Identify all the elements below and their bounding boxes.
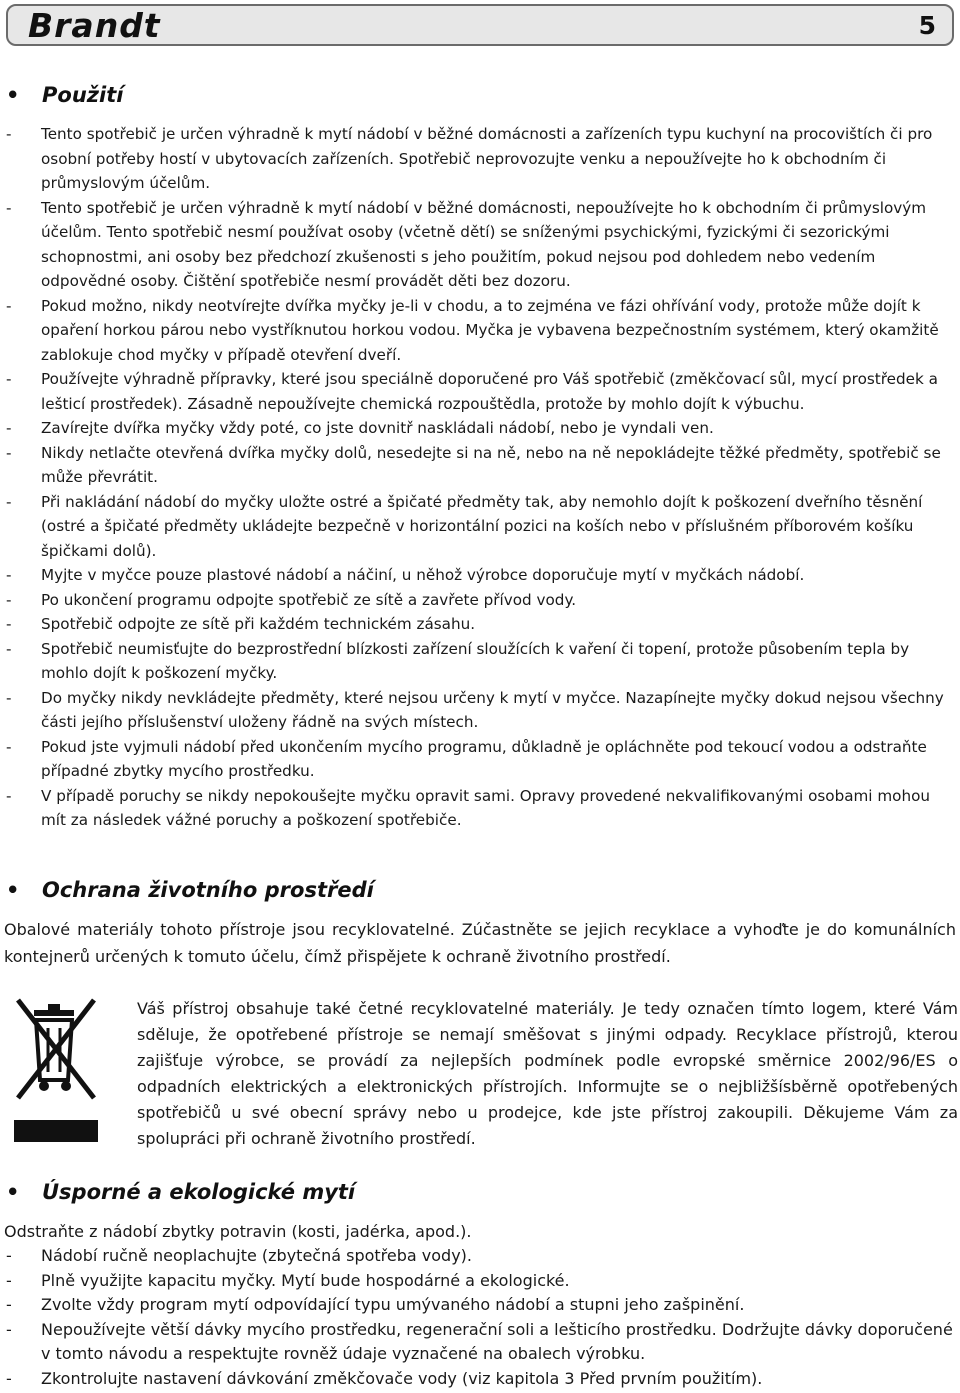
brand-logo: Brandt xyxy=(28,6,161,45)
list-item xyxy=(0,1318,960,1367)
list-item-text: Spotřebič neumisťujte do bezprostřední blízkosti zařízení sloužících k vaření či topení, protože působením tepla by mohlo dojít k poškození myčky. xyxy=(41,639,910,682)
list-item xyxy=(0,612,960,637)
list-item-text: Plně využijte kapacitu myčky. Mytí bude hospodárné a ekologické. xyxy=(41,1270,570,1290)
dash-marker: - xyxy=(6,198,12,217)
page-header xyxy=(6,4,954,46)
dash-marker: - xyxy=(6,125,12,143)
list-item xyxy=(0,784,960,833)
list-item-text: Při nakládání nádobí do myčky uložte ostré a špičaté předměty tak, aby nemohlo dojít k poškození dveřního těsnění (ostré a špičaté předměty ukládejte bezpečně v horizontální pozici na koších nebo v příslušném příborovém košíku špičkami dolů). xyxy=(41,492,923,560)
weee-paragraph: Váš přístroj obsahuje také četné recyklovatelné materiály. Je tedy označen tímto logem, které Vám sděluje, že opotřebené přístroje se nemají směšovat s jinými odpady. Recyklace přístrojů, kterou zajišťuje výrobce, se provádí za nejlepších podmínek podle evropské směrnice 2002/96/ES o odpadních elektrických a elektronických přístrojích. Informujte se o nejbližšísběrně opotřebených spotřebičů u své obecní správy nebo u prodejce, kde jste přístroj zakoupili. Děkujeme Vám za spolupráci při ochraně životního prostředí. xyxy=(137,999,958,1148)
list-item xyxy=(0,1293,960,1318)
dash-marker: - xyxy=(6,566,12,584)
bullet-icon: • xyxy=(6,1180,20,1204)
usage-list xyxy=(0,122,960,833)
list-item-text: V případě poruchy se nikdy nepokoušejte myčku opravit sami. Opravy provedené nekvalifikovanými osobami mohou mít za následek vážné poruchy a poškození spotřebiče. xyxy=(41,786,930,829)
dash-marker: - xyxy=(6,296,12,315)
dash-marker: - xyxy=(6,1368,12,1388)
eco-intro: Odstraňte z nádobí zbytky potravin (kosti, jadérka, apod.). xyxy=(4,1222,472,1241)
list-item xyxy=(0,637,960,686)
list-item xyxy=(0,563,960,588)
section-title-text: Úsporné a ekologické mytí xyxy=(42,1180,356,1204)
list-item xyxy=(0,686,960,735)
list-item xyxy=(0,441,960,490)
page-number: 5 xyxy=(918,11,936,40)
list-item xyxy=(0,1367,960,1392)
list-item-text: Nepoužívejte větší dávky mycího prostředku, regenerační soli a lešticího prostředku. Dodržujte dávky doporučené v tomto návodu a respektujte rovněž údaje vyznačené na obalech výrobku. xyxy=(41,1319,953,1363)
list-item xyxy=(0,735,960,784)
list-item xyxy=(0,588,960,613)
section-title-text: Ochrana životního prostředí xyxy=(42,878,374,902)
list-item-text: Pokud jste vyjmuli nádobí před ukončením mycího programu, důkladně je opláchněte pod tekoucí vodou a odstraňte případné zbytky mycího prostředku. xyxy=(41,737,927,780)
weee-crossed-bin-icon xyxy=(14,996,98,1142)
dash-marker: - xyxy=(6,688,12,707)
list-item xyxy=(0,294,960,368)
list-item xyxy=(0,367,960,416)
list-item-text: Tento spotřebič je určen výhradně k mytí nádobí v běžné domácnosti a zařízeních typu kuchyní na procovištích či pro osobní potřeby hostí v ubytovacích zařízeních. Spotřebič neprovozujte venku a nepoužívejte ho k obchodním či průmyslovým účelům. xyxy=(41,125,933,192)
dash-marker: - xyxy=(6,1270,12,1290)
list-item xyxy=(0,122,960,196)
dash-marker: - xyxy=(6,639,12,658)
list-item xyxy=(0,1269,960,1294)
list-item xyxy=(0,416,960,441)
bullet-icon: • xyxy=(6,83,20,107)
list-item xyxy=(0,196,960,294)
section-title-eco xyxy=(6,1180,355,1204)
dash-marker: - xyxy=(6,492,12,511)
list-item-text: Zavírejte dvířka myčky vždy poté, co jste dovnitř naskládali nádobí, nebo je vyndali ven. xyxy=(41,419,714,437)
dash-marker: - xyxy=(6,1246,12,1265)
list-item-text: Pokud možno, nikdy neotvírejte dvířka myčky je-li v chodu, a to zejména ve fázi ohřívání vody, protože může dojít k opaření horkou párou nebo vystříknutou horkou vodou. Myčka je vybavena bezpečnostním systémem, který okamžitě zablokuje chod myčky v případě otevření dveří. xyxy=(41,296,939,364)
list-item-text: Nádobí ručně neoplachujte (zbytečná spotřeba vody). xyxy=(41,1246,472,1265)
dash-marker: - xyxy=(6,370,12,388)
list-item-text: Zvolte vždy program mytí odpovídající typu umývaného nádobí a stupni jeho zašpinění. xyxy=(41,1295,745,1314)
list-item-text: Používejte výhradně přípravky, které jsou speciálně doporučené pro Váš spotřebič (změkčovací sůl, mycí prostředek a lešticí prostředek). Zásadně nepoužívejte chemická rozpouštědla, protože by mohlo dojít k výbuchu. xyxy=(41,370,938,413)
list-item-text: Po ukončení programu odpojte spotřebič ze sítě a zavřete přívod vody. xyxy=(41,590,577,609)
dash-marker: - xyxy=(6,1319,12,1339)
list-item-text: Spotřebič odpojte ze sítě při každém technickém zásahu. xyxy=(41,615,476,633)
dash-marker: - xyxy=(6,443,12,462)
list-item-text: Zkontrolujte nastavení dávkování změkčovače vody (viz kapitola 3 Před prvním použitím). xyxy=(41,1368,763,1388)
list-item-text: Nikdy netlačte otevřená dvířka myčky dolů, nesedejte si na ně, nebo na ně nepokládejte těžké předměty, spotřebič se může převrátit. xyxy=(41,443,941,486)
dash-marker: - xyxy=(6,419,12,437)
dash-marker: - xyxy=(6,786,12,805)
dash-marker: - xyxy=(6,590,12,609)
section-title-usage xyxy=(6,83,123,107)
list-item-text: Tento spotřebič je určen výhradně k mytí nádobí v běžné domácnosti, nepoužívejte ho k obchodním či průmyslovým účelům. Tento spotřebič nesmí používat osoby (včetně dětí) se sníženými psychickými, fyzickými či sezorickými schopnostmi, ani osoby bez předchozí zkušenosti s jeho použitím, pokud nejsou pod dohledem nebo vedením odpovědné osoby. Čištění spotřebiče nesmí provádět děti bez dozoru. xyxy=(41,198,927,290)
list-item xyxy=(0,1244,960,1269)
bullet-icon: • xyxy=(6,878,20,902)
eco-list xyxy=(0,1244,960,1391)
dash-marker: - xyxy=(6,615,12,633)
list-item-text: Myjte v myčce pouze plastové nádobí a náčiní, u něhož výrobce doporučuje mytí v myčkách nádobí. xyxy=(41,566,805,584)
list-item-text: Do myčky nikdy nevkládejte předměty, které nejsou určeny k mytí v myčce. Nazapínejte myčky dokud nejsou všechny části jejího příslušenství uloženy řádně na svých místech. xyxy=(41,688,944,731)
dash-marker: - xyxy=(6,737,12,756)
list-item xyxy=(0,490,960,564)
environment-intro: Obalové materiály tohoto přístroje jsou recyklovatelné. Zúčastněte se jejich recyklace a vyhoďte je do komunálních kontejnerů určených k tomuto účelu, čímž přispějete k ochraně životního prostředí. xyxy=(4,920,956,966)
section-title-environment xyxy=(6,878,374,902)
dash-marker: - xyxy=(6,1295,12,1314)
section-title-text: Použití xyxy=(42,83,124,107)
